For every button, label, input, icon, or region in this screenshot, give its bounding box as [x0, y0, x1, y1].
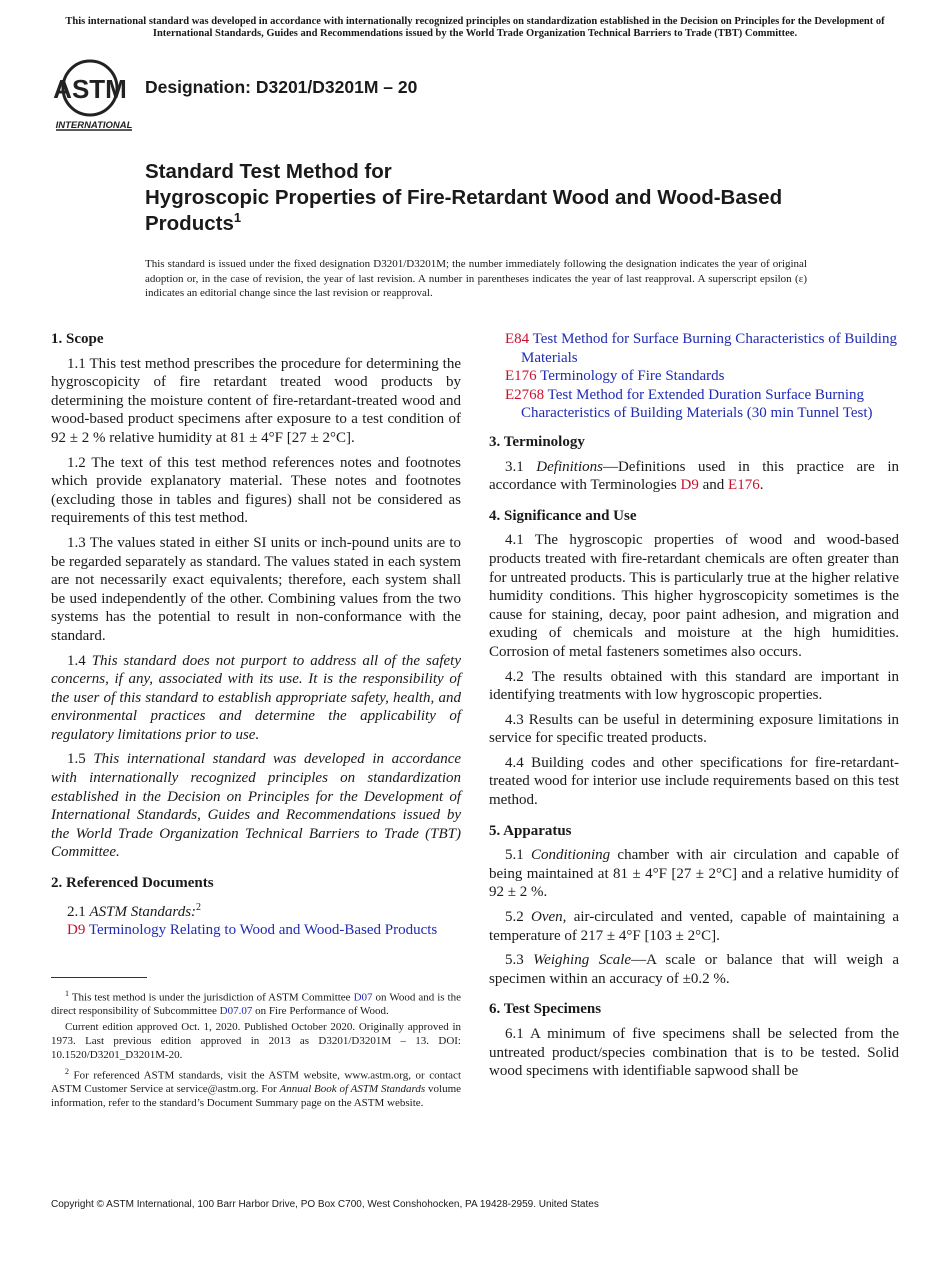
paragraph-4-3: 4.3 Results can be useful in determining exposure limitations in service for specific treated products.: [489, 711, 899, 747]
ref-item-d9[interactable]: D9 Terminology Relating to Wood and Wood-Based Products: [67, 922, 438, 939]
right-column: [489, 330, 899, 1087]
link-d9[interactable]: D9: [680, 477, 699, 494]
paragraph-1-3: 1.3 The values stated in either SI units or inch-pound units are to be regarded separately as standard. The values stated in each system are not necessarily exact equivalents; therefore, each system shall be used independently of the other. Combining values from the two systems has the potential to result in non-conformance with the standard.: [51, 534, 461, 644]
edition-note: Current edition approved Oct. 1, 2020. Published October 2020. Originally approved in 1973. Last previous edition approved in 2013 as D3201/D3201M – 13. DOI: 10.1520/D3201_D3201M-20.: [51, 1021, 461, 1061]
title-footnote-mark: 1: [233, 210, 242, 226]
paragraph-5-3: 5.3 Weighing Scale—A scale or balance that will weigh a specimen within an accuracy of ±0.2 %.: [489, 952, 899, 987]
copyright-footer: Copyright © ASTM International, 100 Barr Harbor Drive, PO Box C700, West Conshohocken, PA 19428-2959. United States: [51, 1199, 599, 1210]
ref-item-e176[interactable]: E176 Terminology of Fire Standards: [505, 368, 725, 385]
header-notice: This international standard was developed in accordance with internationally recognized principles on standardization established in the Decision on Principles for the Development of International Standards, Guides and Recommendations issued by the World Trade Organization Technical Barriers to Trade (TBT) Committee.: [65, 16, 885, 39]
paragraph-4-2: 4.2 The results obtained with this standard are important in identifying treatments with low hygroscopic properties.: [489, 668, 899, 704]
paragraph-1-2: 1.2 The text of this test method references notes and footnotes which provide explanatory material. These notes and footnotes (excluding those in tables and figures) shall not be considered as requirements of this test method.: [51, 454, 461, 527]
paragraph-5-1: 5.1 Conditioning chamber with air circulation and capable of being maintained at 81 ± 4°F [27 ± 2°C] and a relative humidity of 92 ± 2 %.: [489, 847, 900, 901]
terminology-heading: 3. Terminology: [489, 433, 585, 450]
apparatus-heading: 5. Apparatus: [489, 822, 572, 839]
paragraph-5-2: 5.2 Oven, air-circulated and vented, capable of maintaining a temperature of 217 ± 4°F [103 ± 2°C].: [489, 909, 900, 944]
ref-item-e84[interactable]: E84 Test Method for Surface Burning Characteristics of Building Materials: [505, 331, 897, 366]
footnote-1: $^1$ This test method is under the jurisdiction of ASTM Committee D07 on Wood and is the direct responsibility of Subcommittee D07.07 on Fire Performance of Wood.: [51, 989, 461, 1018]
footnote-link-d07[interactable]: D07: [353, 991, 373, 1004]
paragraph-3-1: 3.1 Definitions—Definitions used in this practice are in accordance with Terminologies D9 and E176.: [489, 458, 899, 494]
scope-heading: 1. Scope: [51, 331, 104, 347]
designation: Designation: D3201/D3201M – 20: [145, 77, 418, 97]
issuance-statement: This standard is issued under the fixed designation D3201/D3201M; the number immediately following the designation indicates the year of original adoption or, in the case of revision, the year of last revision. A number in parentheses indicates the year of last reapproval. A superscript epsilon (ε) indicates an editorial change since the last revision or reapproval.: [145, 258, 807, 299]
logo-letters: ASTM: [54, 74, 127, 104]
paragraph-6-1: 6.1 A minimum of five specimens shall be selected from the untreated product/species combination that is to be tested. Solid wood specimens with identifiable sapwood shall be: [489, 1026, 899, 1080]
ref-item-e2768[interactable]: E2768 Test Method for Extended Duration Surface Burning Characteristics of Building Materials (30 min Tunnel Test): [505, 386, 873, 422]
link-e176[interactable]: E176: [728, 477, 760, 494]
paragraph-4-1: 4.1 The hygroscopic properties of wood and wood-based products treated with fire-retardant chemicals are often greater than for untreated products. This is particularly true at the higher relative humidity conditions. This higher hygroscopicity sometimes is the cause for staining, decay, poor paint adhesion, and migration and exuding of chemicals and moisture at the high humidities. Corrosion of metal fasteners sometimes also occurs.: [489, 532, 899, 660]
paragraph-1-5: 1.5 This international standard was developed in accordance with internationally recognized principles on standardization established in the Decision on Principles for the Development of International Standards, Guides and Recommendations issued by the World Trade Organization Technical Barriers to Trade (TBT) Committee.: [51, 751, 462, 861]
document-title: [145, 159, 825, 237]
title-line-2: Hygroscopic Properties of Fire-Retardant Wood and Wood-Based Products$^1$: [145, 186, 783, 235]
title-line-1: Standard Test Method for: [145, 160, 392, 183]
footnote-divider: [51, 977, 147, 978]
significance-heading: 4. Significance and Use: [489, 507, 637, 524]
test-specimens-heading: 6. Test Specimens: [489, 1001, 602, 1018]
footnote-link-d07-07[interactable]: D07.07: [219, 1005, 253, 1018]
astm-logo: [54, 58, 134, 132]
footnote-2: $^2$ For referenced ASTM standards, visit the ASTM website, www.astm.org, or contact ASTM Customer Service at service@astm.org. For Annual Book of ASTM Standards volume information, refer to the standard’s Document Summary page on the ASTM website.: [51, 1066, 462, 1109]
paragraph-4-4: 4.4 Building codes and other specifications for fire-retardant-treated wood for interior use include requirements based on this test method.: [489, 754, 899, 809]
paragraph-1-4: 1.4 This standard does not purport to address all of the safety concerns, if any, associated with its use. It is the responsibility of the user of this standard to establish appropriate safety, health, and environmental practices and determine the applicability of regulatory limitations prior to use.: [51, 652, 462, 743]
paragraph-1-1: 1.1 This test method prescribes the procedure for determining the hygroscopicity of fire retardant treated wood products by determining the moisture content of fire-retardant-treated wood and wood-based product specimens after exposure to a test condition of 92 ± 2 % relative humidity at 81 ± 4°F [27 ± 2°C].: [51, 355, 461, 446]
footnotes: [51, 987, 461, 1113]
paragraph-2-1: 2.1 ASTM Standards:$^2$: [67, 901, 202, 920]
logo-subtext: INTERNATIONAL: [55, 120, 133, 131]
referenced-docs-heading: 2. Referenced Documents: [51, 875, 214, 892]
left-column: [51, 330, 461, 940]
